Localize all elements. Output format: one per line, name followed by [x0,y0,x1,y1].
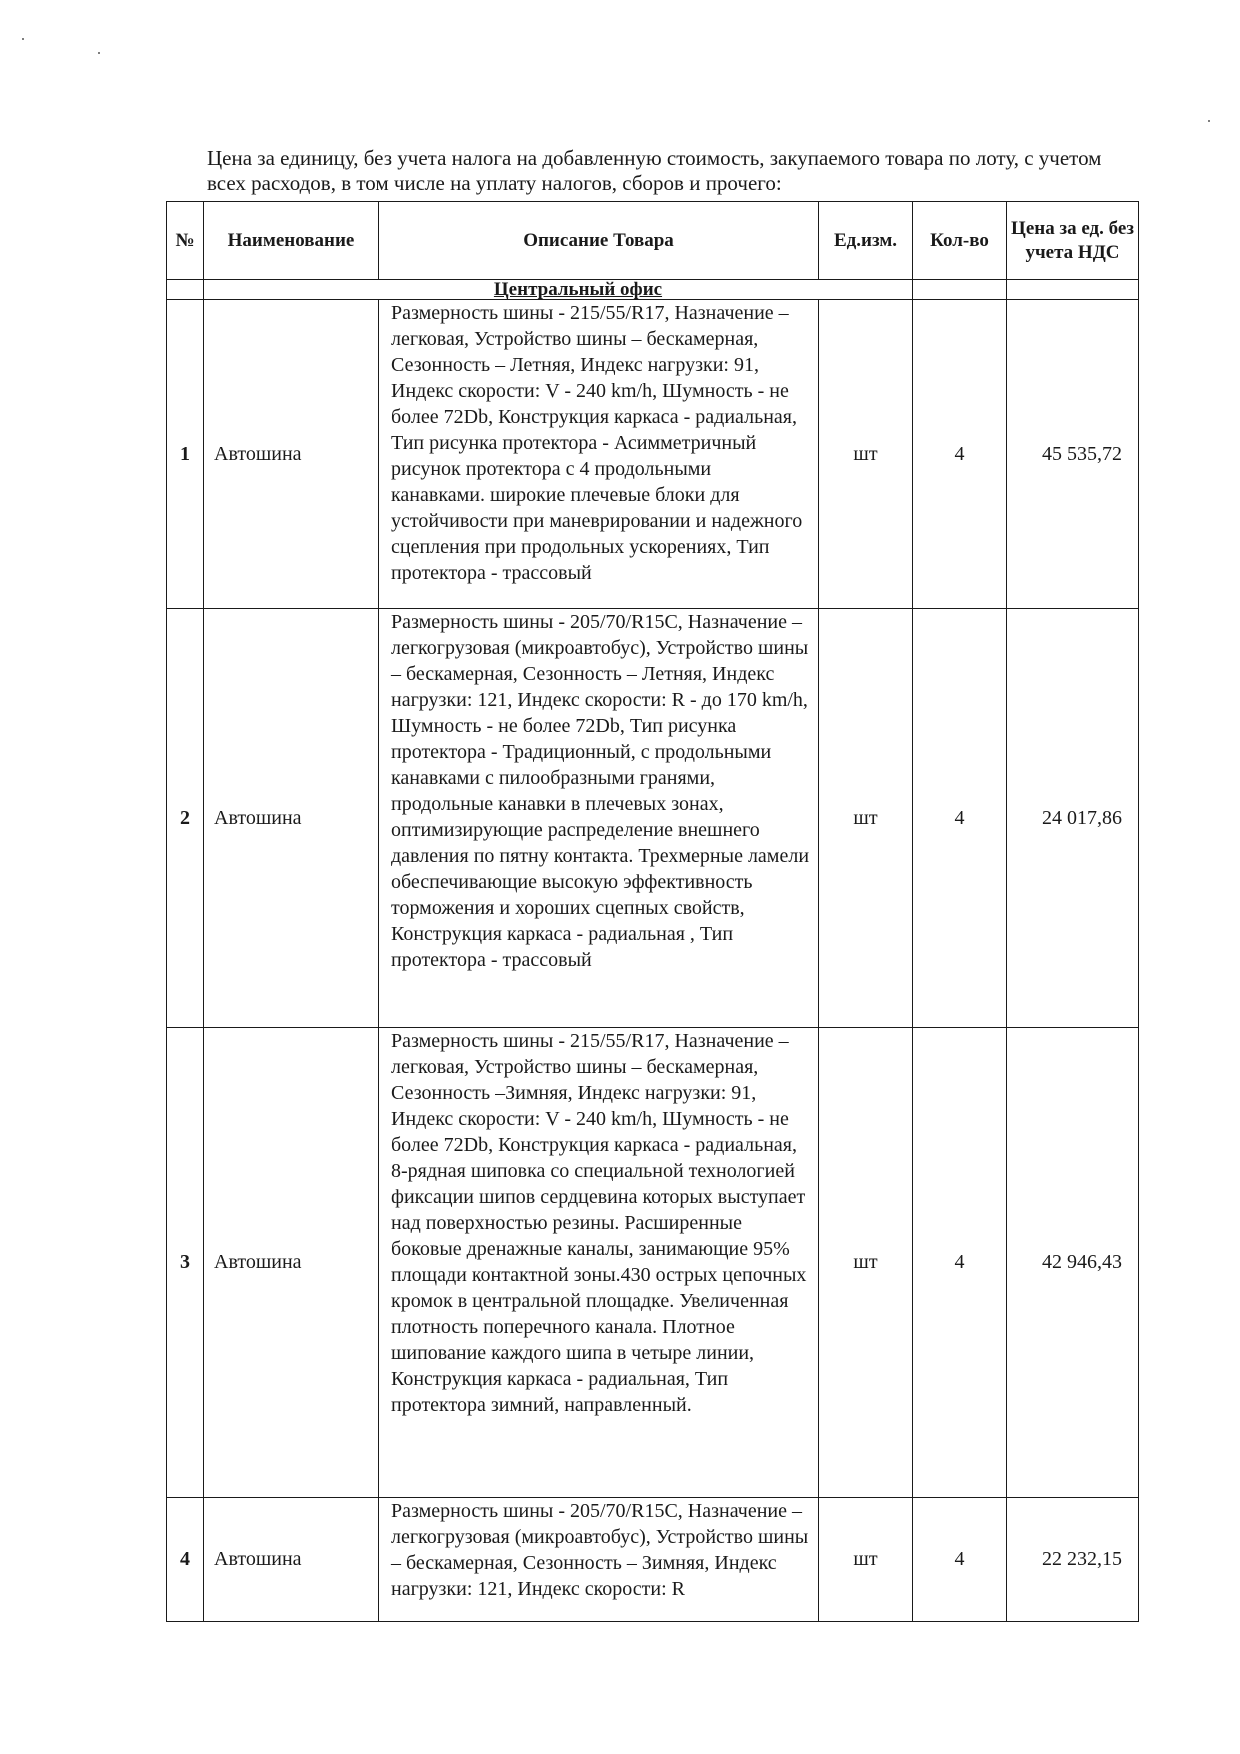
table-row [167,609,1139,1028]
header-description: Описание Товара [379,202,819,280]
table-row [167,1498,1139,1622]
row-qty: 4 [913,609,1007,1028]
row-description: Размерность шины - 205/70/R15С, Назначение – легкогрузовая (микроавтобус), Устройство шины – бескамерная, Сезонность – Зимняя, Индекс нагрузки: 121, Индекс скорости: R [379,1498,819,1622]
row-description: Размерность шины - 215/55/R17, Назначение – легковая, Устройство шины – бескамерная, Сезонность –Зимняя, Индекс нагрузки: 91, Индекс скорости: V - 240 km/h, Шумность - не более 72Db, Конструкция каркаса - радиальная, 8-рядная шиповка со специальной технологией фиксации шипов сердцевина которых выступает над поверхностью резины. Расширенные боковые дренажные каналы, занимающие 95% площади контактной зоны.430 острых цепочных кромок в центральной площадке. Увеличенная плотность поперечного канала. Плотное шипование каждого шипа в четыре линии, Конструкция каркаса - радиальная, Тип протектора зимний, направленный. [379,1028,819,1498]
header-name: Наименование [204,202,379,280]
row-no: 1 [167,300,204,609]
scan-speck [98,52,100,54]
section-row [167,280,1139,300]
header-qty: Кол-во [913,202,1007,280]
section-empty-cell [913,280,1007,300]
row-unit: шт [819,609,913,1028]
row-price: 22 232,15 [1007,1498,1139,1622]
row-description: Размерность шины - 205/70/R15С, Назначение – легкогрузовая (микроавтобус), Устройство шины – бескамерная, Сезонность – Летняя, Индекс нагрузки: 121, Индекс скорости: R - до 170 km/h, Шумность - не более 72Db, Тип рисунка протектора - Традиционный, с продольными канавками с пилообразными гранями, продольные канавки в плечевых зонах, оптимизирующие распределение внешнего давления по пятну контакта. Трехмерные ламели обеспечивающие высокую эффективность торможения и хороших сцепных свойств, Конструкция каркаса - радиальная , Тип протектора - трассовый [379,609,819,1028]
scan-speck [1208,120,1210,122]
row-name: Автошина [204,1498,379,1622]
intro-paragraph: Цена за единицу, без учета налога на добавленную стоимость, закупаемого товара по лоту, с учетом всех расходов, в том числе на уплату налогов, сборов и прочего: [207,146,1102,195]
header-unit: Ед.изм. [819,202,913,280]
row-no: 4 [167,1498,204,1622]
row-no: 3 [167,1028,204,1498]
table-header-row [167,202,1139,280]
section-title: Центральный офис [204,280,913,300]
row-unit: шт [819,300,913,609]
row-price: 45 535,72 [1007,300,1139,609]
section-empty-cell [1007,280,1139,300]
header-no: № [167,202,204,280]
row-unit: шт [819,1498,913,1622]
scan-speck [22,38,24,40]
row-name: Автошина [204,1028,379,1498]
row-price: 24 017,86 [1007,609,1139,1028]
row-name: Автошина [204,300,379,609]
row-price: 42 946,43 [1007,1028,1139,1498]
row-qty: 4 [913,300,1007,609]
row-no: 2 [167,609,204,1028]
section-no-cell [167,280,204,300]
row-qty: 4 [913,1498,1007,1622]
table-row [167,1028,1139,1498]
goods-price-table [166,201,1139,1622]
table-row [167,300,1139,609]
row-unit: шт [819,1028,913,1498]
header-price: Цена за ед. без учета НДС [1007,202,1139,280]
row-name: Автошина [204,609,379,1028]
row-qty: 4 [913,1028,1007,1498]
row-description: Размерность шины - 215/55/R17, Назначение – легковая, Устройство шины – бескамерная, Сезонность – Летняя, Индекс нагрузки: 91, Индекс скорости: V - 240 km/h, Шумность - не более 72Db, Конструкция каркаса - радиальная, Тип рисунка протектора - Асимметричный рисунок протектора с 4 продольными канавками. широкие плечевые блоки для устойчивости при маневрировании и надежного сцепления при продольных ускорениях, Тип протектора - трассовый [379,300,819,609]
